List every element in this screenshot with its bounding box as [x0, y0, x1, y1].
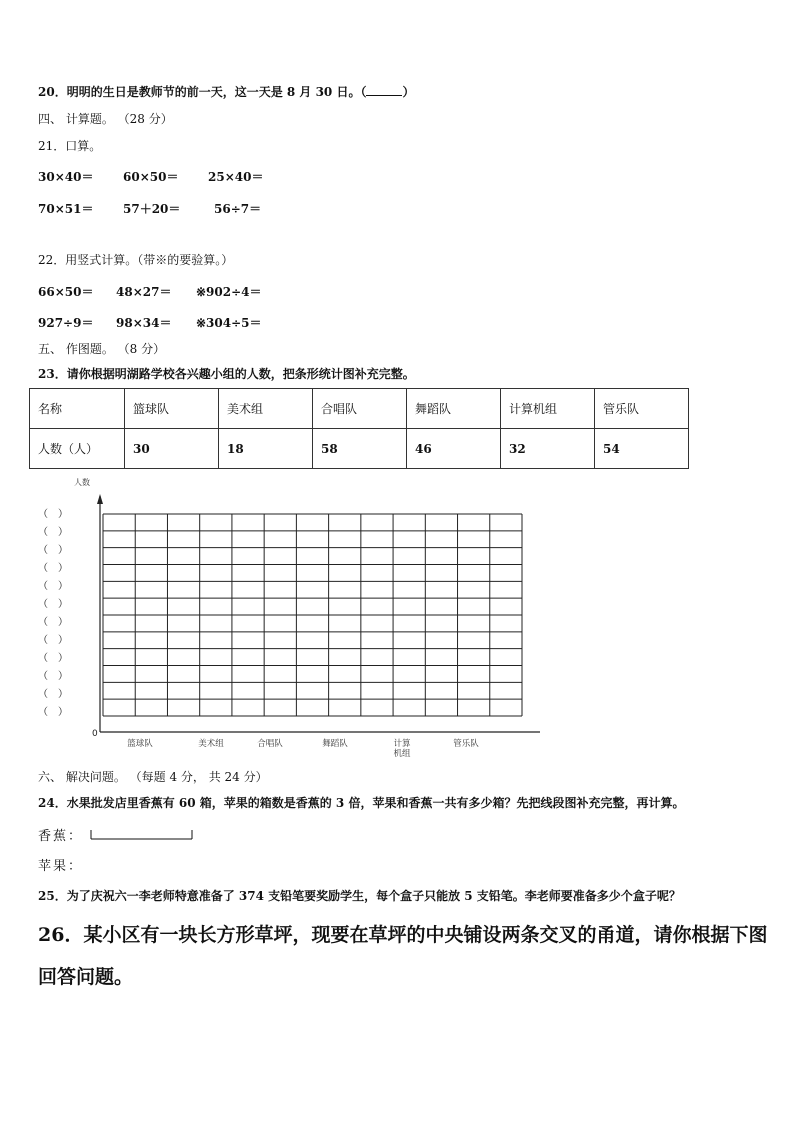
y-tick-label: （ ）	[38, 617, 68, 628]
calc-item: 56÷7＝	[214, 202, 262, 216]
x-tick-label: 管乐队	[453, 739, 479, 749]
table-cell: 54	[595, 429, 689, 469]
question-20-close: ）	[402, 85, 415, 99]
x-tick-label: 机组	[393, 749, 411, 759]
calc-item: 48×27＝	[116, 285, 172, 299]
bar-chart-grid[interactable]	[30, 474, 550, 766]
y-axis-title: 人数	[74, 478, 90, 487]
origin-label: 0	[92, 729, 98, 739]
calc-item: 57＋20＝	[123, 202, 181, 216]
y-tick-label: （ ）	[38, 527, 68, 538]
table-cell: 名称	[30, 389, 125, 429]
calc-item: 25×40＝	[208, 170, 264, 184]
y-tick-label: （ ）	[38, 581, 68, 592]
x-tick-label: 合唱队	[257, 739, 283, 749]
y-tick-label: （ ）	[38, 689, 68, 700]
question-22: 22．用竖式计算。（带※的要验算。）	[38, 253, 234, 267]
table-cell: 46	[407, 429, 501, 469]
calc-item: 60×50＝	[123, 170, 179, 184]
banana-label-text: 香蕉：	[38, 829, 84, 844]
table-cell: 58	[313, 429, 407, 469]
calc-item: 66×50＝	[38, 285, 94, 299]
y-tick-label: （ ）	[38, 563, 68, 574]
banana-segment[interactable]	[88, 828, 198, 842]
section-4-title: 四、 计算题。 （28 分）	[38, 112, 173, 126]
question-21: 21．口算。	[38, 139, 102, 153]
table-cell: 18	[219, 429, 313, 469]
section-5-title: 五、 作图题。 （8 分）	[38, 342, 166, 356]
x-tick-label: 舞蹈队	[322, 739, 348, 749]
x-tick-label: 美术组	[198, 739, 224, 749]
table-row	[30, 429, 689, 469]
question-23: 23．请你根据明湖路学校各兴趣小组的人数，把条形统计图补充完整。	[38, 367, 415, 381]
table-cell: 美术组	[219, 389, 313, 429]
x-tick-label: 计算	[393, 739, 411, 749]
question-26-line-1: 26．某小区有一块长方形草坪，现要在草坪的中央铺设两条交叉的甬道，请你根据下图	[38, 924, 768, 946]
calc-item: 927÷9＝	[38, 316, 94, 330]
calc-item: 98×34＝	[116, 316, 172, 330]
question-26-line-2: 回答问题。	[38, 966, 134, 988]
y-axis-arrow-icon	[97, 494, 103, 504]
banana-label	[38, 825, 83, 844]
question-25: 25．为了庆祝六一李老师特意准备了 374 支铅笔要奖励学生，每个盒子只能放 5 支铅笔。李老师要准备多少个盒子呢？	[38, 889, 681, 903]
x-tick-label: 篮球队	[127, 739, 153, 749]
table-cell: 32	[501, 429, 595, 469]
y-tick-label: （ ）	[38, 599, 68, 610]
table-header-row	[30, 389, 689, 429]
y-tick-label: （ ）	[38, 707, 68, 718]
table-cell: 计算机组	[501, 389, 595, 429]
interest-group-table	[29, 388, 689, 469]
table-cell: 30	[125, 429, 219, 469]
apple-label: 苹果：	[38, 859, 84, 874]
table-cell: 管乐队	[595, 389, 689, 429]
y-tick-label: （ ）	[38, 635, 68, 646]
table-cell: 人数（人）	[30, 429, 125, 469]
calc-item: ※304÷5＝	[196, 316, 262, 330]
y-tick-label: （ ）	[38, 653, 68, 664]
table-cell: 合唱队	[313, 389, 407, 429]
question-24: 24．水果批发店里香蕉有 60 箱，苹果的箱数是香蕉的 3 倍，苹果和香蕉一共有多少箱？先把线段图补充完整，再计算。	[38, 796, 685, 810]
answer-blank[interactable]	[366, 85, 402, 96]
section-6-title: 六、 解决问题。 （每题 4 分， 共 24 分）	[38, 770, 268, 784]
y-tick-label: （ ）	[38, 671, 68, 682]
question-20	[38, 83, 414, 100]
table-cell: 舞蹈队	[407, 389, 501, 429]
calc-item: ※902÷4＝	[196, 285, 262, 299]
y-tick-label: （ ）	[38, 509, 68, 520]
question-20-text: 20．明明的生日是教师节的前一天，这一天是 8 月 30 日。（	[38, 85, 367, 99]
calc-item: 70×51＝	[38, 202, 94, 216]
y-tick-label: （ ）	[38, 545, 68, 556]
table-cell: 篮球队	[125, 389, 219, 429]
calc-item: 30×40＝	[38, 170, 94, 184]
